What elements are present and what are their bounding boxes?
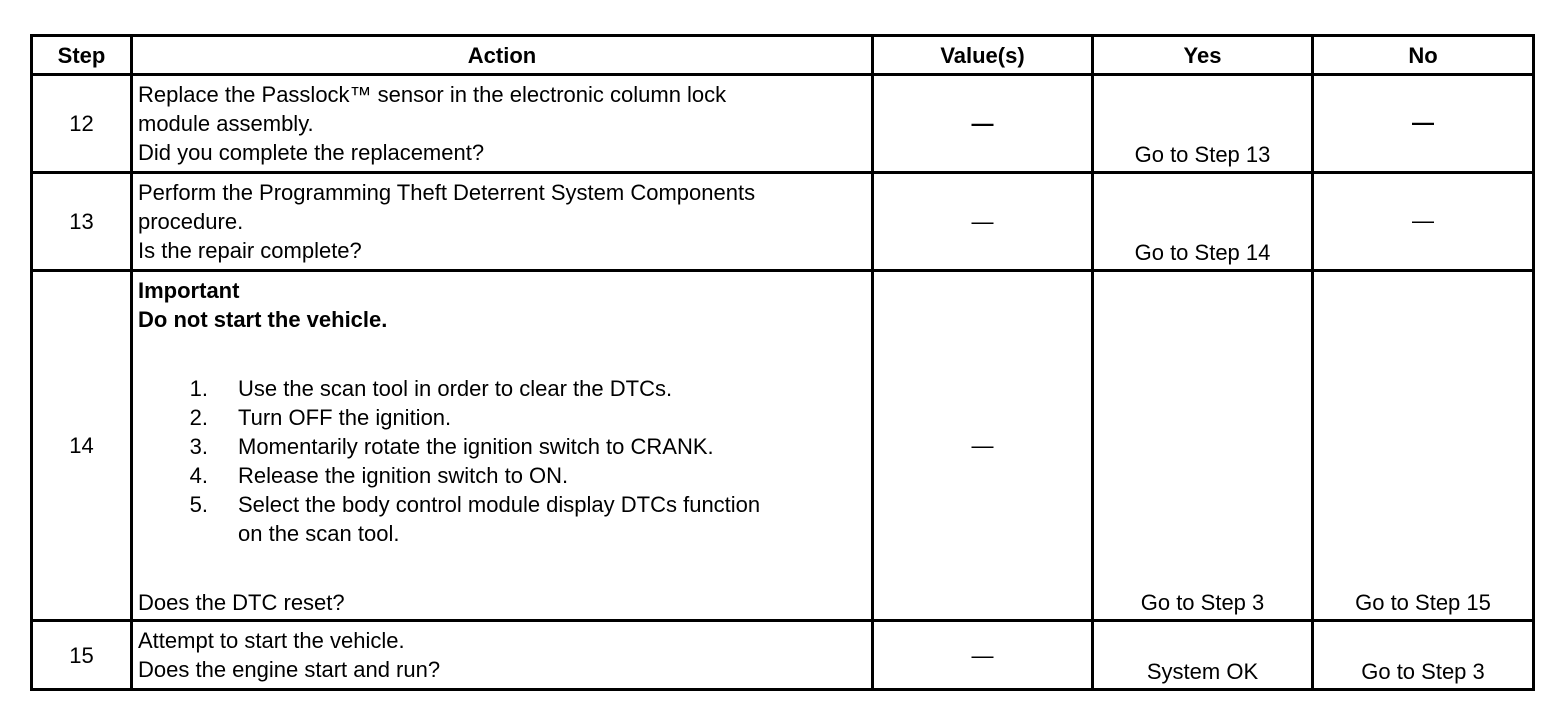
substep-text: Turn OFF the ignition.: [238, 405, 452, 430]
yes-cell: Go to Step 3: [1093, 271, 1313, 621]
important-title: Important: [138, 278, 240, 303]
list-item: [138, 374, 866, 403]
substep-number: 3.: [189, 434, 208, 459]
substep-number: 1.: [189, 376, 208, 401]
action-cell: [132, 621, 873, 690]
header-action: Action: [132, 36, 873, 75]
action-cell: [132, 75, 873, 173]
no-cell: Go to Step 3: [1313, 621, 1534, 690]
step-number: 13: [32, 173, 132, 271]
header-row: [32, 36, 1534, 75]
action-question: Is the repair complete?: [138, 238, 362, 263]
yes-cell: Go to Step 13: [1093, 75, 1313, 173]
substep-text-block: [238, 490, 866, 548]
no-cell: —: [1313, 173, 1534, 271]
value-cell: —: [873, 621, 1093, 690]
step-number: 14: [32, 271, 132, 621]
action-question: Did you complete the replacement?: [138, 140, 485, 165]
list-item: [138, 461, 866, 490]
action-question: Does the engine start and run?: [138, 657, 441, 682]
action-text: procedure.: [138, 209, 244, 234]
action-question: Does the DTC reset?: [138, 590, 345, 615]
action-text: module assembly.: [138, 111, 314, 136]
no-cell: Go to Step 15: [1313, 271, 1534, 621]
substep-list: [138, 374, 866, 548]
substep-text: Use the scan tool in order to clear the DTCs.: [238, 376, 673, 401]
list-item: [138, 490, 866, 548]
yes-cell: System OK: [1093, 621, 1313, 690]
value-cell: —: [873, 173, 1093, 271]
action-text: Attempt to start the vehicle.: [138, 628, 405, 653]
action-cell: [132, 173, 873, 271]
table-row-step-12: [32, 75, 1534, 173]
header-step: Step: [32, 36, 132, 75]
step-number: 12: [32, 75, 132, 173]
table-row-step-15: [32, 621, 1534, 690]
yes-cell: Go to Step 14: [1093, 173, 1313, 271]
action-cell: [132, 271, 873, 621]
substep-text: Select the body control module display DTCs function: [238, 492, 761, 517]
value-cell: —: [873, 75, 1093, 173]
diagnostic-table: [30, 34, 1535, 691]
diagnostic-procedure-page: [30, 34, 1532, 691]
table-row-step-13: [32, 173, 1534, 271]
substep-text: Momentarily rotate the ignition switch to CRANK.: [238, 434, 714, 459]
action-text: Perform the Programming Theft Deterrent System Components: [138, 180, 756, 205]
header-yes: Yes: [1093, 36, 1313, 75]
no-cell: —: [1313, 75, 1534, 173]
step-number: 15: [32, 621, 132, 690]
important-text: Do not start the vehicle.: [138, 307, 388, 332]
substep-text: Release the ignition switch to ON.: [238, 463, 569, 488]
substep-number: 2.: [189, 405, 208, 430]
action-text: Replace the Passlock™ sensor in the electronic column lock: [138, 82, 727, 107]
table-row-step-14: [32, 271, 1534, 621]
list-item: [138, 432, 866, 461]
header-values: Value(s): [873, 36, 1093, 75]
value-cell: —: [873, 271, 1093, 621]
substep-text-continued: on the scan tool.: [238, 521, 400, 546]
header-no: No: [1313, 36, 1534, 75]
important-note: [138, 276, 866, 334]
substep-number: 4.: [189, 463, 208, 488]
list-item: [138, 403, 866, 432]
substep-number: 5.: [189, 492, 208, 517]
